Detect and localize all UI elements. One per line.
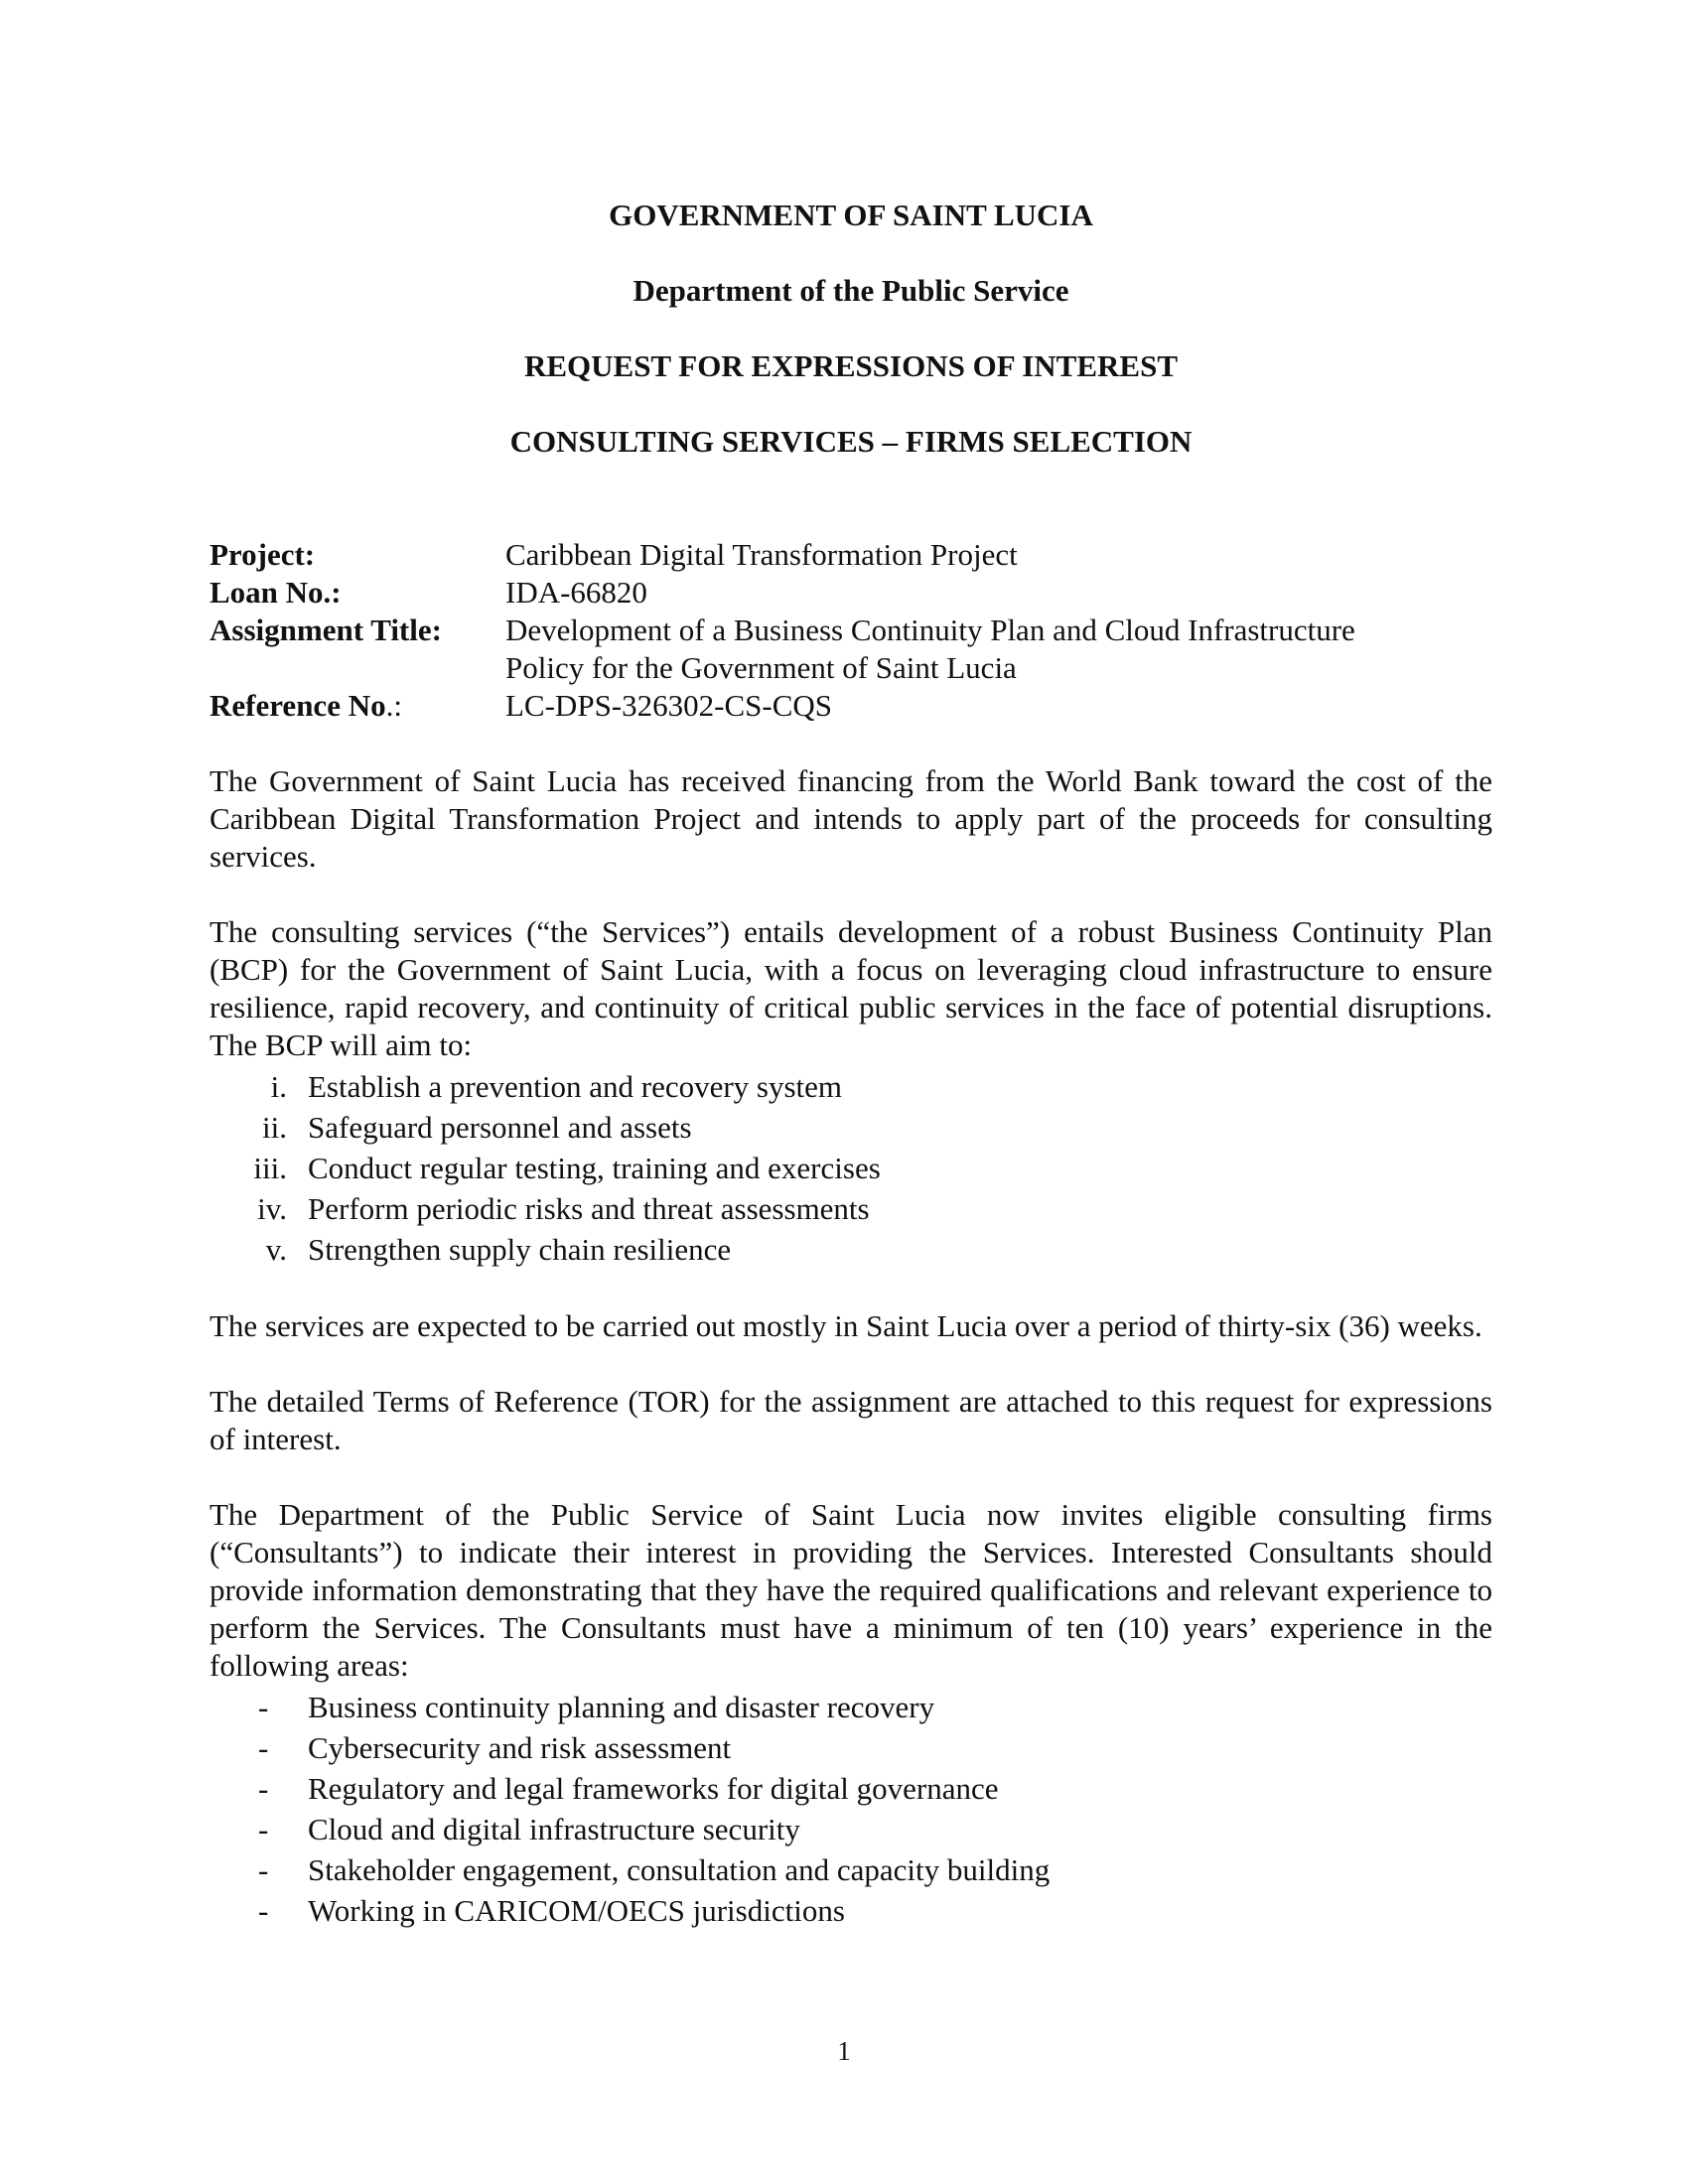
assignment-value xyxy=(505,612,1492,687)
list-item-number: ii. xyxy=(262,1110,287,1145)
list-item-number: iv. xyxy=(257,1191,287,1226)
dash-bullet: - xyxy=(258,1771,269,1806)
project-row xyxy=(210,536,1492,574)
page-number: 1 xyxy=(837,2036,851,2066)
list-item xyxy=(210,1768,1492,1809)
list-item xyxy=(210,1890,1492,1931)
reference-value: LC-DPS-326302-CS-CQS xyxy=(505,688,832,723)
bcp-aims-list xyxy=(210,1066,1492,1270)
list-item xyxy=(210,1229,1492,1270)
list-item xyxy=(210,1727,1492,1768)
assignment-value-line-2: Policy for the Government of Saint Lucia xyxy=(505,650,1017,685)
list-item-number: v. xyxy=(265,1232,287,1267)
project-value: Caribbean Digital Transformation Project xyxy=(505,537,1018,572)
list-item xyxy=(210,1107,1492,1148)
list-item-text: Establish a prevention and recovery system xyxy=(308,1069,843,1104)
request-heading: REQUEST FOR EXPRESSIONS OF INTEREST xyxy=(523,348,1179,383)
document-body xyxy=(210,197,1492,1931)
assignment-value-line-1: Development of a Business Continuity Plan and Cloud Infrastructure xyxy=(505,613,1355,647)
list-item xyxy=(210,1687,1492,1727)
list-item-text: Stakeholder engagement, consultation and capacity building xyxy=(308,1852,1051,1887)
period-paragraph: The services are expected to be carried out mostly in Saint Lucia over a period of thirty-six (36) weeks. xyxy=(210,1308,1482,1343)
list-item-number: iii. xyxy=(253,1151,287,1185)
list-item xyxy=(210,1066,1492,1107)
reference-label xyxy=(210,687,505,725)
list-item xyxy=(210,1148,1492,1188)
reference-label-suffix: .: xyxy=(385,688,402,723)
financing-paragraph: The Government of Saint Lucia has received financing from the World Bank toward the cost of the Caribbean Digital Transformation Project and intends to apply part of the proceeds for consulting services. xyxy=(210,763,1492,874)
list-item xyxy=(210,1188,1492,1229)
dash-bullet: - xyxy=(258,1730,269,1765)
department-heading: Department of the Public Service xyxy=(633,273,1069,308)
invitation-paragraph: The Department of the Public Service of Saint Lucia now invites eligible consulting firms (“Consultants”) to indicate their interest in providing the Services. Interested Consultants should provide information demonstrating that they have the required qualifications and relevant experience to perform the Services. The Consultants must have a minimum of ten (10) years’ experience in the following areas: xyxy=(210,1497,1492,1683)
dash-bullet: - xyxy=(258,1812,269,1846)
experience-areas-list xyxy=(210,1687,1492,1931)
reference-label-bold: Reference No xyxy=(210,688,386,723)
list-item-text: Perform periodic risks and threat assessments xyxy=(308,1191,870,1226)
list-item-text: Cloud and digital infrastructure security xyxy=(308,1812,800,1846)
list-item-text: Regulatory and legal frameworks for digital governance xyxy=(308,1771,999,1806)
list-item-text: Conduct regular testing, training and exercises xyxy=(308,1151,881,1185)
loan-row xyxy=(210,574,1492,612)
dash-bullet: - xyxy=(258,1852,269,1887)
project-label: Project: xyxy=(210,537,316,572)
services-paragraph: The consulting services (“the Services”) entails development of a robust Business Continuity Plan (BCP) for the Government of Saint Lucia, with a focus on leveraging cloud infrastructure to ensure resilience, rapid recovery, and continuity of critical public services in the face of potential disruptions. The BCP will aim to: xyxy=(210,914,1492,1062)
project-details-table xyxy=(210,536,1492,725)
consulting-heading: CONSULTING SERVICES – FIRMS SELECTION xyxy=(509,424,1193,459)
government-heading: GOVERNMENT OF SAINT LUCIA xyxy=(609,198,1093,232)
list-item-text: Safeguard personnel and assets xyxy=(308,1110,692,1145)
reference-row xyxy=(210,687,1492,725)
list-item xyxy=(210,1809,1492,1849)
assignment-label: Assignment Title: xyxy=(210,613,442,647)
list-item-text: Strengthen supply chain resilience xyxy=(308,1232,732,1267)
list-item-text: Business continuity planning and disaster recovery xyxy=(308,1690,935,1724)
assignment-row xyxy=(210,612,1492,687)
loan-value: IDA-66820 xyxy=(505,575,647,610)
list-item-text: Cybersecurity and risk assessment xyxy=(308,1730,732,1765)
list-item-number: i. xyxy=(270,1069,287,1104)
tor-paragraph: The detailed Terms of Reference (TOR) for the assignment are attached to this request for expressions of interest. xyxy=(210,1384,1492,1456)
dash-bullet: - xyxy=(258,1893,269,1928)
list-item xyxy=(210,1849,1492,1890)
loan-label: Loan No.: xyxy=(210,575,342,610)
list-item-text: Working in CARICOM/OECS jurisdictions xyxy=(308,1893,845,1928)
dash-bullet: - xyxy=(258,1690,269,1724)
